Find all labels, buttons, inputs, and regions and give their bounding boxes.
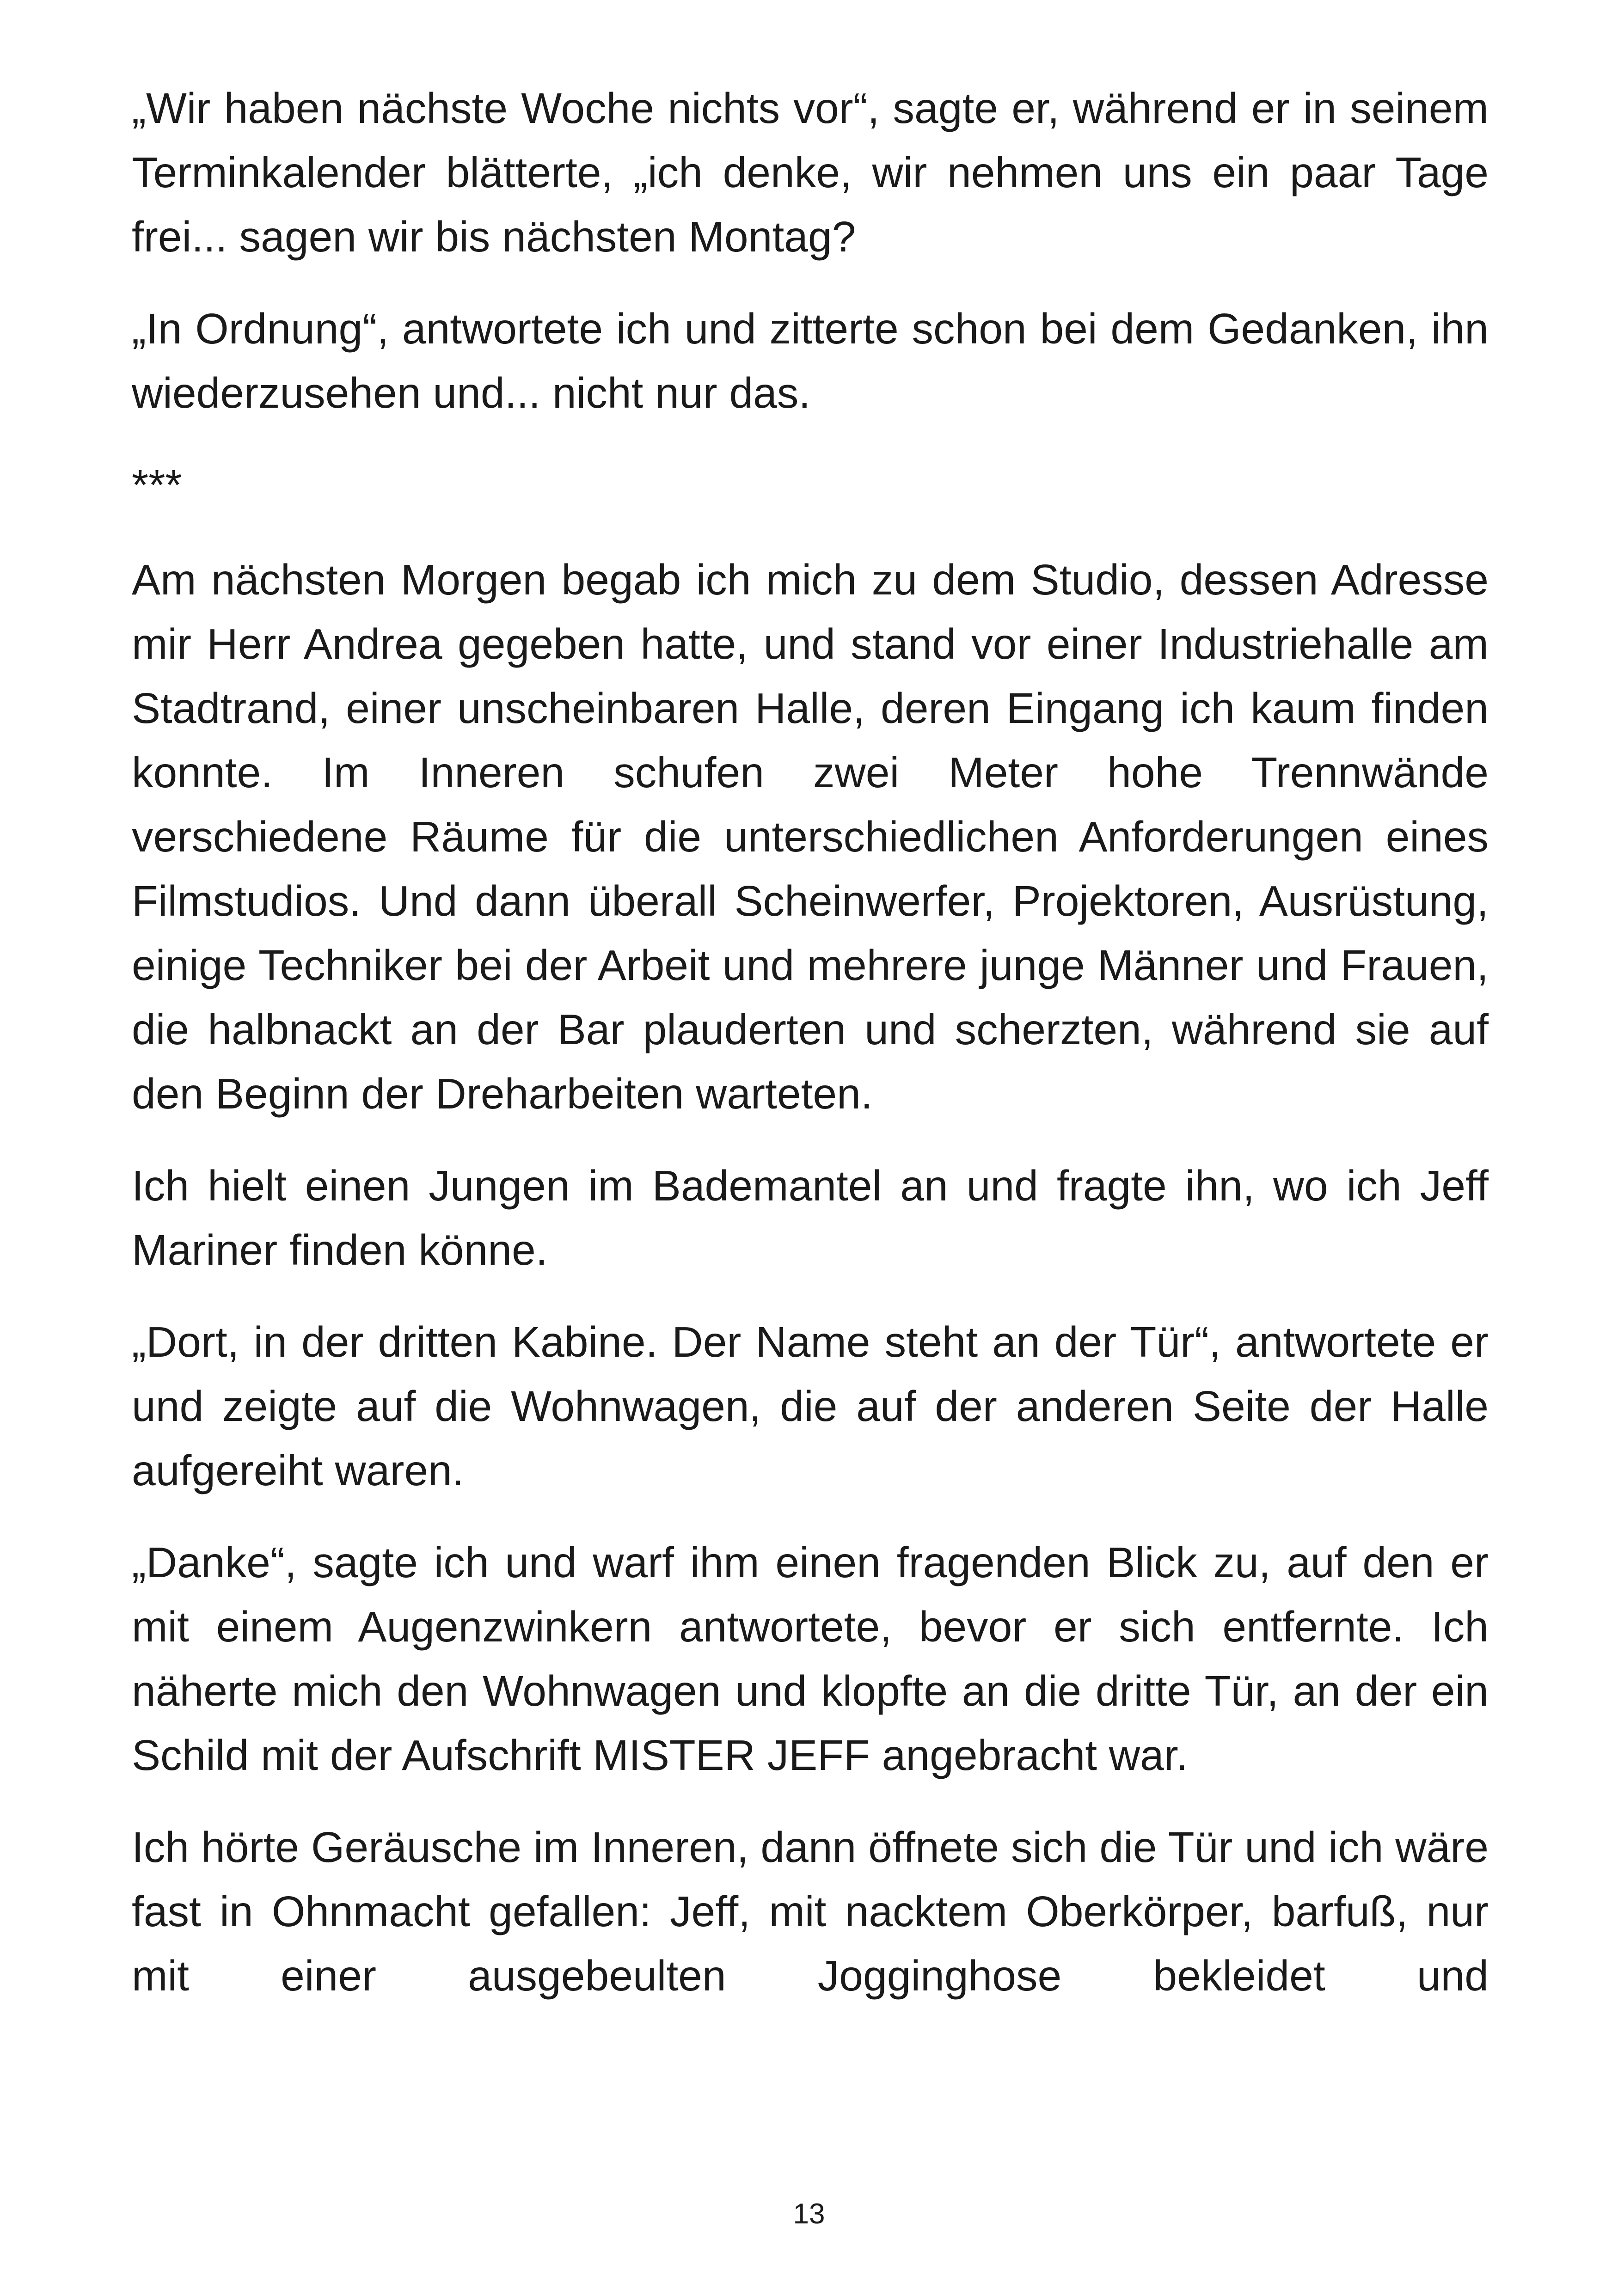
- page-number: 13: [793, 2198, 825, 2230]
- paragraph-1: „Wir haben nächste Woche nichts vor“, sagte er, während er in seinem Terminkalender blätterte, „ich denke, wir nehmen uns ein paar Tage frei... sagen wir bis nächsten Montag?: [132, 84, 1489, 261]
- paragraph-4: Ich hielt einen Jungen im Bademantel an und fragte ihn, wo ich Jeff Mariner finden könne.: [132, 1162, 1489, 1274]
- paragraph-7: Ich hörte Geräusche im Inneren, dann öffnete sich die Tür und ich wäre fast in Ohnmacht gefallen: Jeff, mit nacktem Oberkörper, barfuß, nur mit einer ausgebeulten Jogginghose bekleidet und: [132, 1823, 1489, 2000]
- paragraph-5: „Dort, in der dritten Kabine. Der Name steht an der Tür“, antwortete er und zeigte auf die Wohnwagen, die auf der anderen Seite der Halle aufgereiht waren.: [132, 1318, 1489, 1494]
- paragraph-2: „In Ordnung“, antwortete ich und zitterte schon bei dem Gedanken, ihn wiederzusehen und... nicht nur das.: [132, 305, 1489, 417]
- paragraph-3: Am nächsten Morgen begab ich mich zu dem Studio, dessen Adresse mir Herr Andrea gegeben hatte, und stand vor einer Industriehalle am Stadtrand, einer unscheinbaren Halle, deren Eingang ich kaum finden konnte. Im Inneren schufen zwei Meter hohe Trennwände verschiedene Räume für die unterschiedlichen Anforderungen eines Filmstudios. Und dann überall Scheinwerfer, Projektoren, Ausrüstung, einige Techniker bei der Arbeit und mehrere junge Männer und Frauen, die halbnackt an der Bar plauderten und scherzten, während sie auf den Beginn der Dreharbeiten warteten.: [132, 556, 1489, 1118]
- section-separator: ***: [132, 461, 182, 509]
- paragraph-6: „Danke“, sagte ich und warf ihm einen fragenden Blick zu, auf den er mit einem Augenzwinkern antwortete, bevor er sich entfernte. Ich näherte mich den Wohnwagen und klopfte an die dritte Tür, an der ein Schild mit der Aufschrift MISTER JEFF angebracht war.: [132, 1538, 1489, 1779]
- body-text: [132, 76, 1489, 2036]
